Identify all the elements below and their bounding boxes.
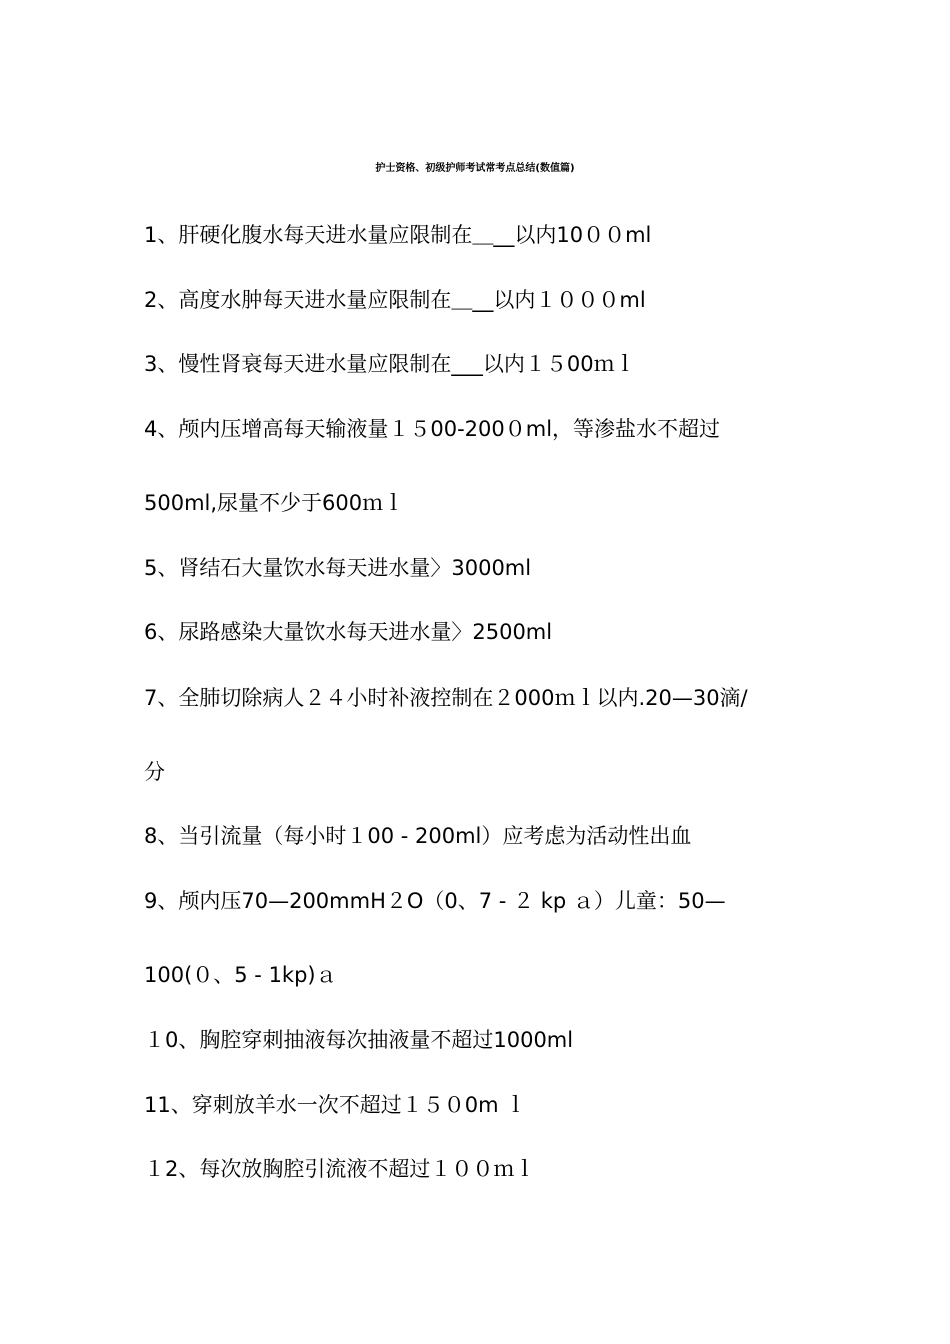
- text-line-12: １2、每次放胸腔引流液不超过１００ｍｌ: [144, 1157, 536, 1181]
- text-line-7: 7、全肺切除病人２４小时补液控制在２000ｍｌ以内.20—30滴/: [144, 686, 748, 710]
- text-line-4: 4、颅内压增高每天输液量１５00-200０ml，等渗盐水不超过: [144, 417, 721, 441]
- text-line-6: 6、尿路感染大量饮水每天进水量〉2500ml: [144, 620, 553, 644]
- text-line-8: 8、当引流量（每小时１00 - 200ml）应考虑为活动性出血: [144, 824, 692, 848]
- text-line-9: 9、颅内压70—200mmH２O（0、7 - ２ kp ａ）儿童：50—: [144, 889, 726, 913]
- text-line-4-continued: 500ml,尿量不少于600ｍｌ: [144, 491, 405, 515]
- text-line-11: 11、穿刺放羊水一次不超过１５０0m ｌ: [144, 1093, 527, 1117]
- document-title: 护士资格、初级护师考试常考点总结(数值篇): [375, 163, 575, 174]
- text-line-5: 5、肾结石大量饮水每天进水量〉3000ml: [144, 556, 532, 580]
- text-line-2: 2、高度水肿每天进水量应限制在＿__以内１０００ml: [144, 288, 646, 312]
- text-line-3: 3、慢性肾衰每天进水量应限制在___以内１５00ｍｌ: [144, 352, 636, 376]
- text-line-1: 1、肝硬化腹水每天进水量应限制在＿__以内10００ml: [144, 223, 652, 247]
- text-line-9-continued: 100(０、5 - 1kp)ａ: [144, 963, 337, 987]
- text-line-7-continued: 分: [144, 760, 165, 784]
- text-line-10: １0、胸腔穿刺抽液每次抽液量不超过1000ml: [144, 1028, 574, 1052]
